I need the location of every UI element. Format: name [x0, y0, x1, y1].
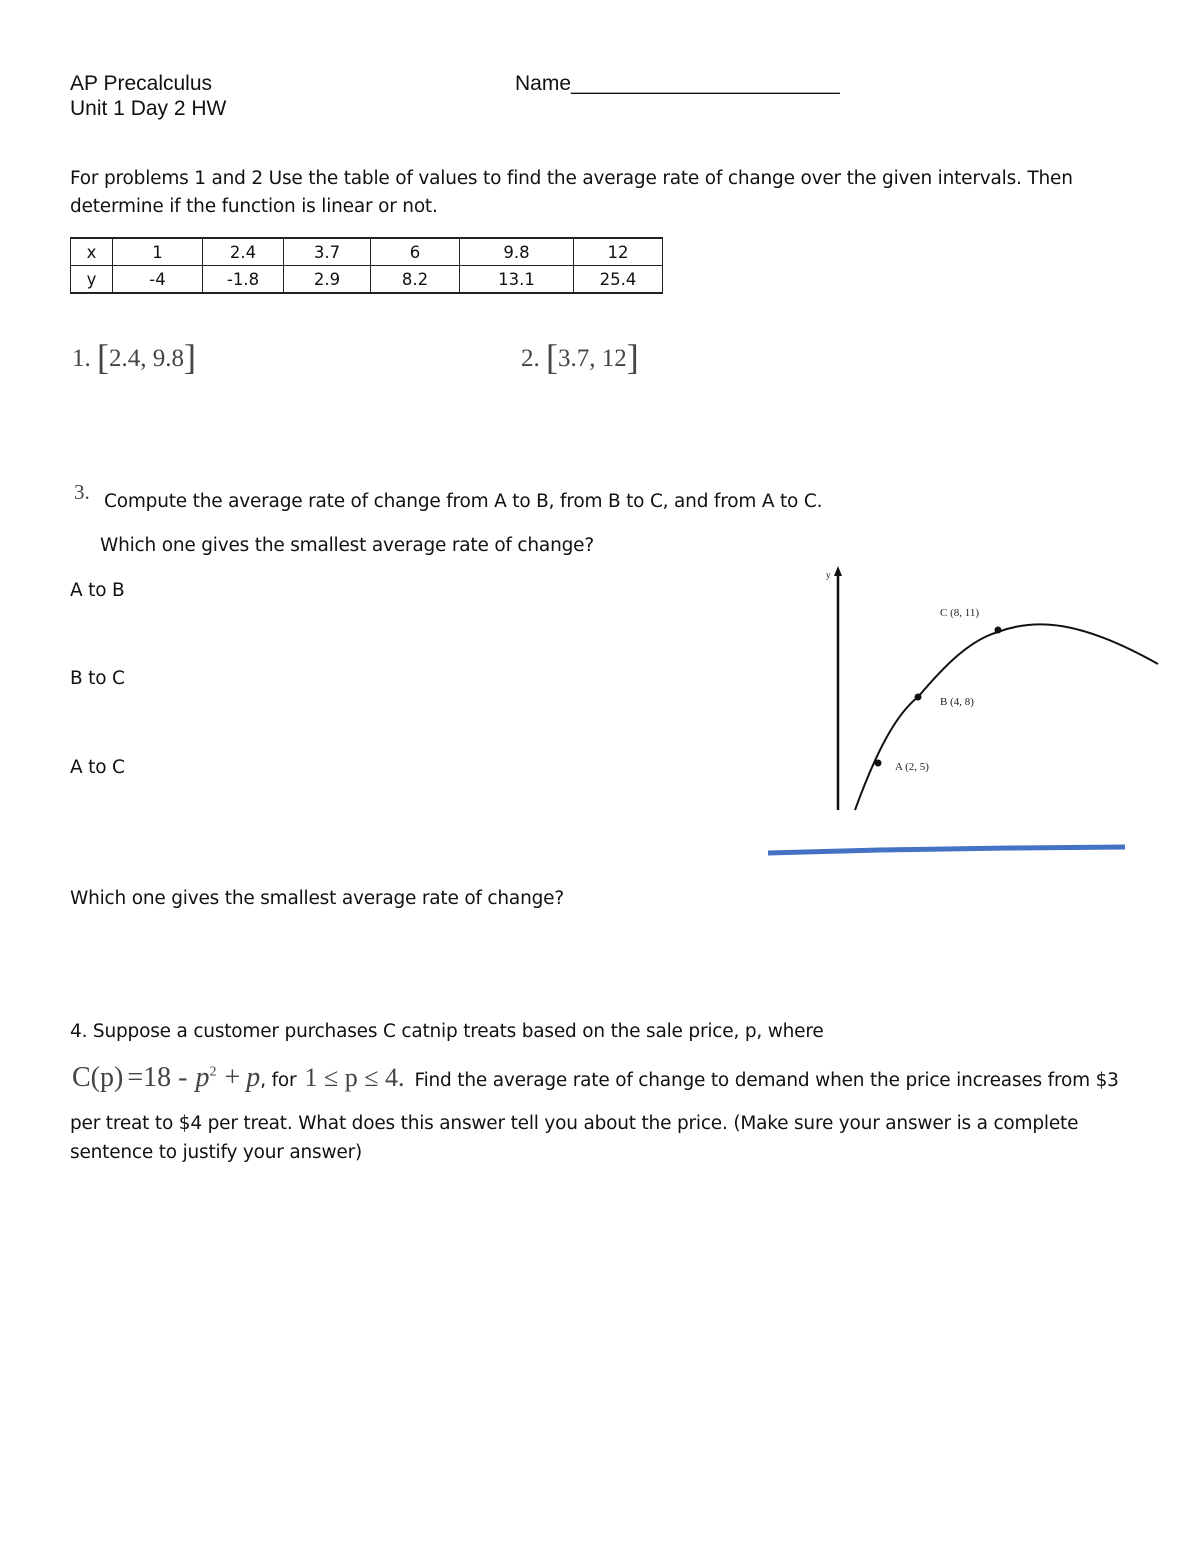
formula-for: , for [260, 1070, 297, 1091]
table-cell: 9.8 [460, 238, 574, 266]
part-b-to-c: B to C [70, 668, 125, 689]
table-header-x: x [71, 238, 113, 266]
problem-1-number: 1. [72, 345, 91, 372]
problem-4-formula-line [72, 1062, 1119, 1094]
problem-3-instruction: Compute the average rate of change from A to B, from B to C, and from A to C. [104, 491, 823, 512]
point-c-label: C (8, 11) [940, 607, 980, 619]
formula-lhs: C(p) [72, 1062, 124, 1093]
point-a-label: A (2, 5) [895, 761, 929, 773]
formula-p: p [195, 1062, 210, 1093]
problem-4-line-4: sentence to justify your answer) [70, 1142, 363, 1163]
name-line[interactable]: Name_______________________ [515, 72, 840, 95]
problem-3-number: 3. [74, 480, 90, 504]
problem-2: 2. [3.7, 12] [521, 337, 639, 377]
problem-2-number: 2. [521, 345, 540, 372]
problem-3-question-repeat: Which one gives the smallest average rate of change? [70, 888, 564, 909]
problem-3-question: Which one gives the smallest average rate of change? [100, 535, 594, 556]
table-cell: 25.4 [574, 266, 663, 294]
intro-line-1: For problems 1 and 2 Use the table of values to find the average rate of change over the given intervals. Then [70, 168, 1073, 189]
values-table [70, 237, 663, 294]
table-row-x [71, 238, 663, 266]
table-cell: 1 [113, 238, 203, 266]
problem-2-interval: 3.7, 12 [558, 345, 627, 372]
problem-4-line-2-tail: Find the average rate of change to demand when the price increases from $3 [414, 1070, 1119, 1091]
problem-4-line-1: 4. Suppose a customer purchases C catnip treats based on the sale price, p, where [70, 1021, 824, 1042]
table-cell: 8.2 [371, 266, 460, 294]
curve [855, 624, 1158, 810]
part-a-to-b: A to B [70, 580, 125, 601]
table-cell: 2.9 [284, 266, 371, 294]
point-a [875, 760, 882, 767]
table-cell: 2.4 [203, 238, 284, 266]
table-cell: 13.1 [460, 266, 574, 294]
course-title: AP Precalculus [70, 72, 213, 95]
point-b-label: B (4, 8) [940, 696, 974, 708]
formula-eq: =18 - [127, 1062, 188, 1093]
unit-title: Unit 1 Day 2 HW [70, 97, 227, 120]
problem-4-line-3: per treat to $4 per treat. What does this answer tell you about the price. (Make sure your answer is a complete [70, 1113, 1079, 1134]
problem-1-interval: 2.4, 9.8 [109, 345, 184, 372]
part-a-to-c: A to C [70, 757, 125, 778]
table-cell: -4 [113, 266, 203, 294]
formula-domain: 1 ≤ p ≤ 4. [304, 1063, 405, 1092]
point-b [915, 694, 922, 701]
formula-plus: + [224, 1062, 241, 1093]
table-cell: 6 [371, 238, 460, 266]
table-cell: 3.7 [284, 238, 371, 266]
table-header-y: y [71, 266, 113, 294]
table-cell: 12 [574, 238, 663, 266]
formula-exponent: 2 [209, 1064, 217, 1080]
rate-of-change-graph [760, 560, 1170, 865]
y-axis-arrow [834, 566, 842, 576]
table-row-y [71, 266, 663, 294]
point-c [995, 627, 1002, 634]
y-axis-label: y [826, 570, 831, 580]
intro-line-2: determine if the function is linear or not. [70, 196, 438, 217]
formula-p2: p [246, 1062, 261, 1093]
blue-underline [768, 847, 1125, 853]
table-cell: -1.8 [203, 266, 284, 294]
problem-1: 1. [2.4, 9.8] [72, 337, 196, 377]
